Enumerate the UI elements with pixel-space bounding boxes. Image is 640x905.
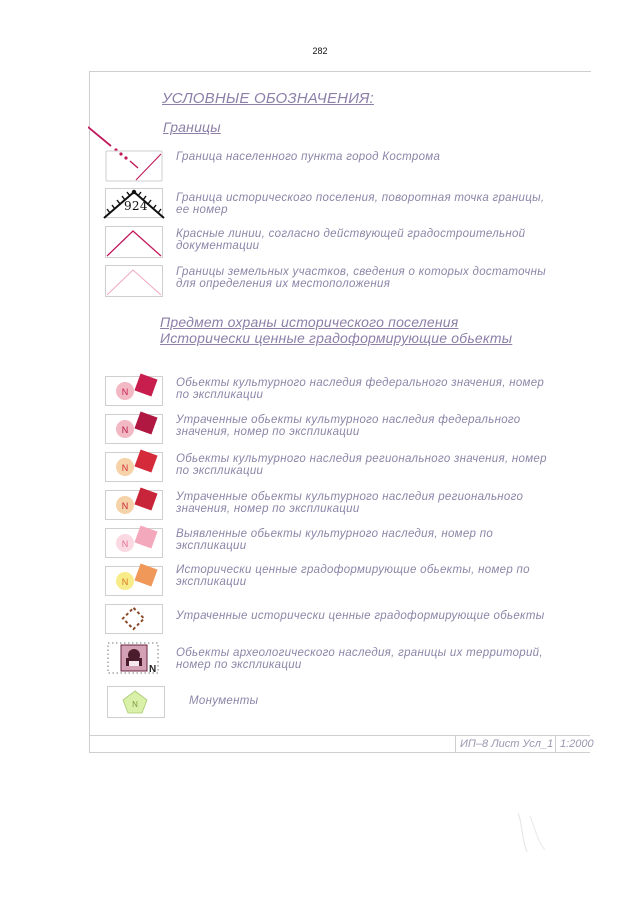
scan-artifact [515,808,551,858]
svg-text:N: N [121,501,129,511]
lost-federal-heritage-symbol [105,409,165,445]
sheet-scale: 1:2000 [555,736,591,753]
lost-historic-object-symbol [120,605,148,633]
svg-text:N: N [132,700,138,709]
federal-heritage-symbol [105,371,165,407]
sheet-code: ИП–8 Лист Усл_1 [455,736,556,753]
boundary-label: Граница исторического поселения, поворотная точка границы, ее номер [176,192,545,216]
monument-symbol [121,689,149,715]
section-subject-line: Предмет охраны исторического поселения [160,314,459,330]
object-label: Обьекты культурного наследия регионального значения, номер по экспликации [176,453,547,477]
archaeological-heritage-symbol [104,638,164,678]
land-plot-boundary-symbol [105,265,163,297]
boundary-label: Граница населенного пункта город Кострома [176,151,441,163]
object-label: Исторически ценные градоформирующие обьекты, номер по экспликации [176,564,530,588]
svg-text:N: N [121,577,129,587]
town-boundary-symbol [88,124,168,184]
object-label: Обьекты культурного наследия федерального значения, номер по экспликации [176,377,545,401]
svg-text:N: N [149,664,157,675]
svg-text:N: N [121,539,129,549]
turning-point-number: 924 [124,199,148,213]
object-label: Утраченные обьекты культурного наследия регионального значения, номер по экспликации [176,491,524,515]
section-boundaries-heading: Границы [163,119,221,135]
object-label: Обьекты археологического наследия, границы их территорий, номер по экспликации [176,647,543,671]
object-label: Монументы [189,695,259,707]
object-label: Выявленные обьекты культурного наследия, номер по экспликации [176,528,494,552]
page-number: 282 [312,46,328,56]
object-label: Утраченные обьекты культурного наследия федерального значения, номер по экспликации [176,414,521,438]
boundary-label: Границы земельных участков, сведения о которых достаточны для определения их местоположения [176,266,546,290]
boundary-label: Красные линии, согласно действующей градостроительной документации [176,228,526,252]
section-subject-heading [160,314,512,346]
legend-title: УСЛОВНЫЕ ОБОЗНАЧЕНИЯ: [162,90,374,107]
svg-text:N: N [121,425,129,435]
section-subject-line: Исторически ценные градоформирующие обьекты [160,330,513,346]
lost-regional-heritage-symbol [105,485,165,521]
svg-text:N: N [121,463,129,473]
object-label: Утраченные исторически ценные градоформирующие обьекты [176,610,545,622]
historic-valuable-object-symbol [105,561,165,597]
stamp-bottom-line [89,752,590,753]
red-lines-symbol [105,226,163,258]
svg-text:N: N [121,387,129,397]
identified-heritage-symbol [105,523,165,559]
regional-heritage-symbol [105,447,165,483]
